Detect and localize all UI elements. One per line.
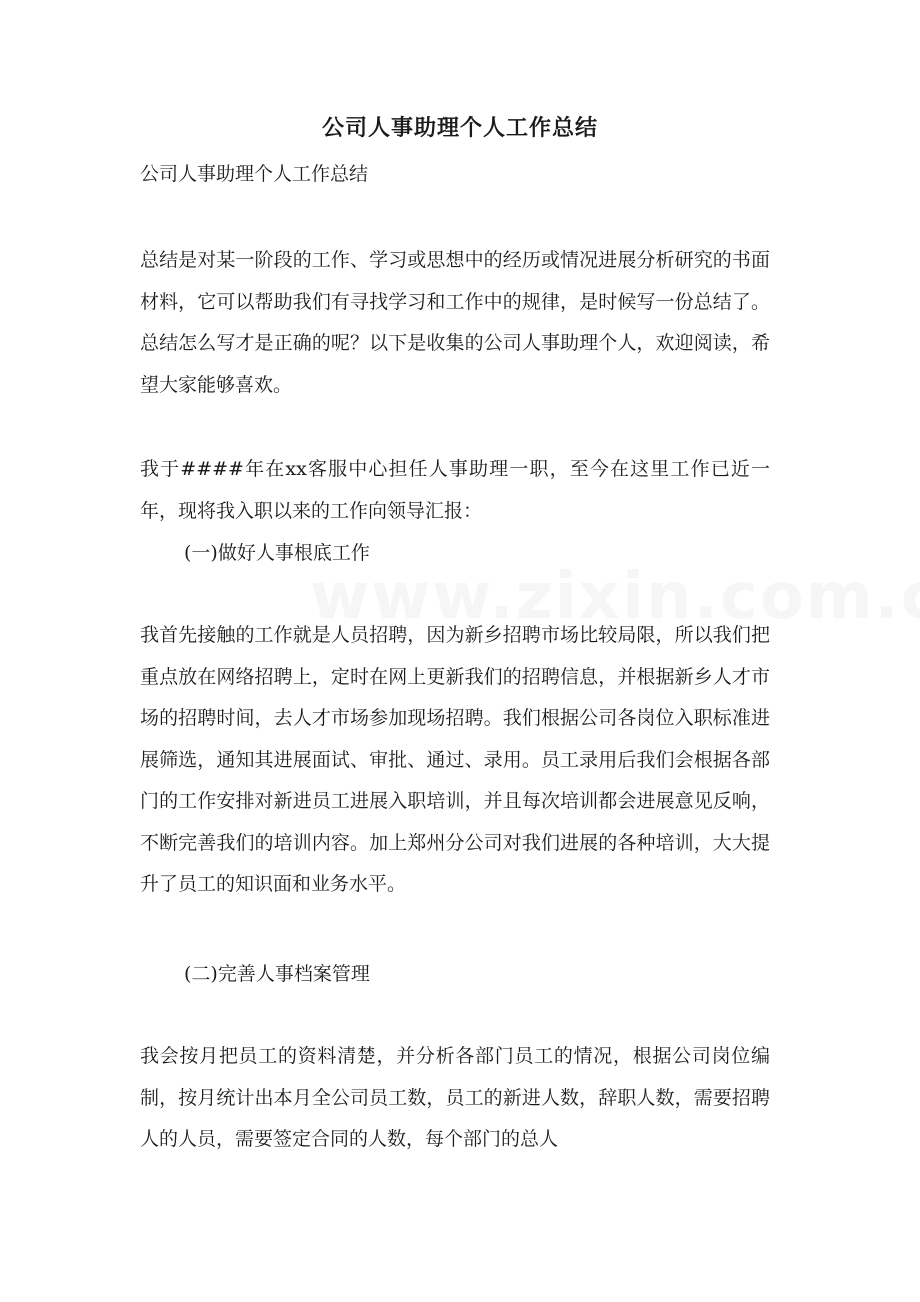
section-1-paragraph: 我首先接触的工作就是人员招聘，因为新乡招聘市场比较局限，所以我们把重点放在网络招聘上，定时在网上更新我们的招聘信息，并根据新乡人才市场的招聘时间，去人才市场参加现场招聘。我们根据公司各岗位入职标准进展筛选，通知其进展面试、审批、通过、录用。员工录用后我们会根据各部门的工作安排对新进员工进展入职培训，并且每次培训都会进展意见反响，不断完善我们的培训内容。加上郑州分公司对我们进展的各种培训，大大提升了员工的知识面和业务水平。 <box>140 624 770 895</box>
document-title: 公司人事助理个人工作总结 <box>321 115 598 141</box>
intro-paragraph: 总结是对某一阶段的工作、学习或思想中的经历或情况进展分析研究的书面材料，它可以帮助我们有寻找学习和工作中的规律，是时候写一份总结了。总结怎么写才是正确的呢？以下是收集的公司人事助理个人，欢迎阅读，希望大家能够喜欢。 <box>140 249 770 396</box>
document-subtitle: 公司人事助理个人工作总结 <box>140 163 369 185</box>
opening-paragraph: 我于####年在xx客服中心担任人事助理一职，至今在这里工作已近一年，现将我入职以来的工作向领导汇报： <box>140 458 770 522</box>
section-2-heading: (二)完善人事档案管理 <box>184 963 370 985</box>
section-2-paragraph: 我会按月把员工的资料清楚，并分析各部门员工的情况，根据公司岗位编制，按月统计出本月全公司员工数，员工的新进人数，辞职人数，需要招聘人的人员，需要签定合同的人数，每个部门的总人 <box>140 1045 770 1150</box>
section-1-heading: (一)做好人事根底工作 <box>184 542 370 564</box>
